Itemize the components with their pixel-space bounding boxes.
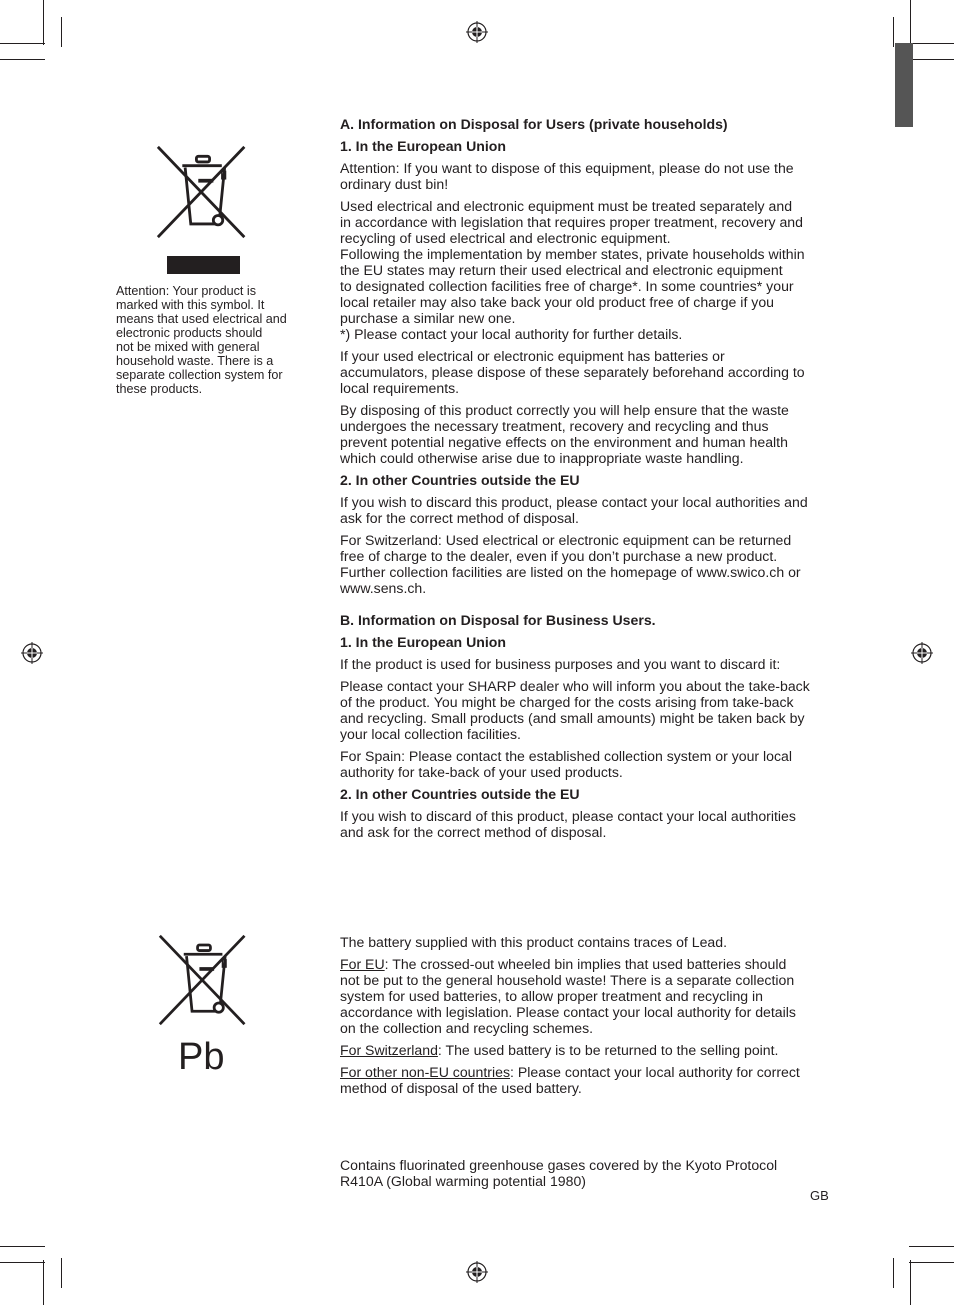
section-a-paragraph: For Switzerland: Used electrical or electronic equipment can be returned free of charge to the dealer, even if you don’t purchase a new product. Further collection facilities are listed on the homepage of www.swico.ch or www.sens.ch.	[340, 532, 801, 596]
crop-mark	[43, 1260, 44, 1305]
crop-mark	[910, 0, 911, 45]
section-a-title: A. Information on Disposal for Users (private households)	[340, 116, 728, 132]
crop-mark	[893, 17, 894, 47]
registration-mark-icon	[466, 1261, 488, 1283]
crop-mark	[909, 1246, 954, 1247]
section-a-eu-heading: 1. In the European Union	[340, 138, 507, 154]
section-b-other-heading: 2. In other Countries outside the EU	[340, 786, 580, 802]
battery-eu-paragraph	[340, 956, 840, 1036]
section-a-paragraph: By disposing of this product correctly you will help ensure that the waste undergoes the necessary treatment, recovery and recycling and thus prevent potential negative effects on the environment and human health which could otherwise arise due to inappropriate waste handling.	[340, 402, 789, 466]
crop-mark	[0, 43, 45, 44]
crossed-out-wheeled-bin-icon	[155, 145, 251, 239]
battery-ch-label: For Switzerland	[340, 1042, 438, 1058]
battery-other-text: : Please contact your local authority for correct method of disposal of the used battery.	[340, 1064, 800, 1096]
battery-information	[340, 934, 840, 1102]
registration-mark-icon	[466, 21, 488, 43]
section-b-paragraph: If you wish to discard of this product, please contact your local authorities and ask for the correct method of disposal.	[340, 808, 796, 840]
crop-mark	[0, 1262, 45, 1263]
section-a-other-heading: 2. In other Countries outside the EU	[340, 472, 580, 488]
section-a-paragraph: Used electrical and electronic equipment must be treated separately and in accordance with legislation that requires proper treatment, recovery and recycling of used electrical and electronic equipment. Following the implementation by member states, private households within the EU states may return their used electrical and electronic equipment to designated collection facilities free of charge*. In some countries* your local retailer may also take back your old product free of charge if you purchase a similar new one. *) Please contact your local authority for further details.	[340, 198, 805, 342]
symbol-explanation: Attention: Your product is marked with this symbol. It means that used electrical and electronic products should not be mixed with general household waste. There is a separate collection system for these products.	[116, 284, 287, 396]
registration-mark-icon	[21, 642, 43, 664]
battery-other-label: For other non-EU countries	[340, 1064, 510, 1080]
battery-eu-label: For EU	[340, 956, 385, 972]
battery-eu-text: : The crossed-out wheeled bin implies that used batteries should not be put to the general household waste! There is a separate collection system for used batteries, to allow proper treatment and recycling in accordance with legislation. Please contact your local authority for details on the collection and recycling schemes.	[340, 956, 796, 1036]
battery-ch-text: : The used battery is to be returned to the selling point.	[437, 1042, 779, 1058]
crop-mark	[909, 43, 954, 44]
crop-mark	[61, 1258, 62, 1288]
section-b-paragraph: If the product is used for business purposes and you want to discard it:	[340, 656, 781, 672]
section-a-paragraph: If you wish to discard this product, please contact your local authorities and ask for the correct method of disposal.	[340, 494, 808, 526]
crossed-out-wheeled-bin-icon	[157, 934, 251, 1026]
battery-paragraph: The battery supplied with this product contains traces of Lead.	[340, 934, 728, 950]
crop-mark	[43, 0, 44, 45]
crop-mark	[61, 17, 62, 47]
battery-other-paragraph	[340, 1064, 840, 1096]
registration-mark-icon	[911, 642, 933, 664]
section-b-paragraph: For Spain: Please contact the established collection system or your local authority for take-back of your used products.	[340, 748, 793, 780]
section-b-title: B. Information on Disposal for Business Users.	[340, 612, 656, 628]
symbol-underline-bar	[167, 256, 240, 274]
crop-mark	[893, 1258, 894, 1288]
crop-mark	[909, 59, 954, 60]
section-b-eu-heading: 1. In the European Union	[340, 634, 507, 650]
section-a-paragraph: Attention: If you want to dispose of this equipment, please do not use the ordinary dust bin!	[340, 160, 794, 192]
thumb-index-tab	[895, 43, 913, 127]
crop-mark	[0, 59, 45, 60]
battery-ch-paragraph	[340, 1042, 840, 1058]
gases-text: Contains fluorinated greenhouse gases covered by the Kyoto Protocol R410A (Global warming potential 1980)	[340, 1157, 778, 1189]
language-code: GB	[810, 1188, 829, 1203]
crop-mark	[910, 1260, 911, 1305]
fluorinated-gases-note	[340, 1157, 840, 1195]
crop-mark	[909, 1262, 954, 1263]
lead-symbol-label: Pb	[178, 1036, 225, 1078]
crop-mark	[0, 1246, 45, 1247]
disposal-information	[340, 116, 840, 846]
section-a-paragraph: If your used electrical or electronic equipment has batteries or accumulators, please dispose of these separately beforehand according to local requirements.	[340, 348, 805, 396]
section-b-paragraph: Please contact your SHARP dealer who will inform you about the take-back of the product. You might be charged for the costs arising from take-back and recycling. Small products (and small amounts) might be taken back by your local collection facilities.	[340, 678, 810, 742]
